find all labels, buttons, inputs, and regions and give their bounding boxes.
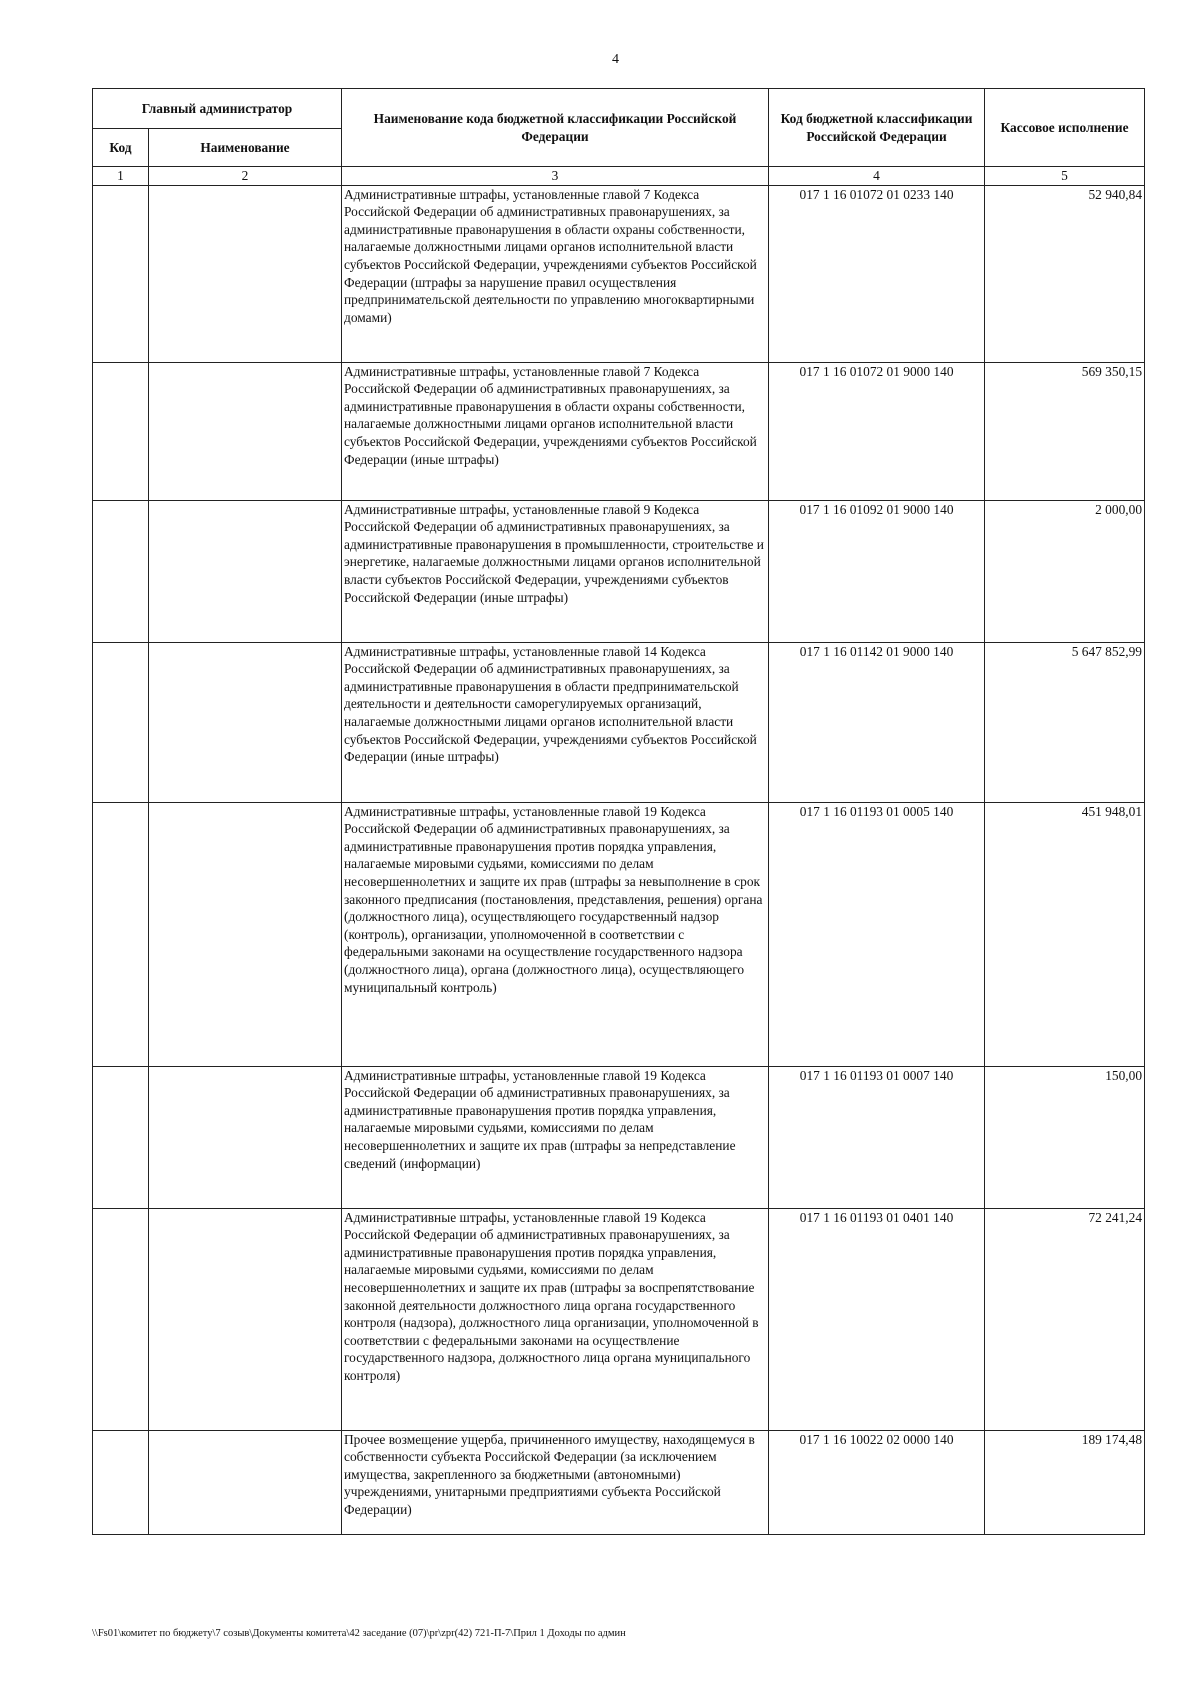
admin-name-cell — [149, 185, 342, 362]
column-number: 5 — [985, 167, 1145, 186]
kbk-code-cell: 017 1 16 01092 01 9000 140 — [769, 500, 985, 642]
table-row — [93, 642, 1145, 802]
amount-cell: 451 948,01 — [985, 802, 1145, 1066]
kbk-name-cell: Административные штрафы, установленные главой 7 Кодекса Российской Федерации об административных правонарушениях, за административные правонарушения в области охраны собственности, налагаемые должностными лицами органов исполнительной власти субъектов Российской Федерации, учреждениями субъектов Российской Федерации (иные штрафы) — [342, 362, 769, 500]
amount-cell: 52 940,84 — [985, 185, 1145, 362]
admin-code-cell — [93, 1066, 149, 1208]
kbk-name-cell: Административные штрафы, установленные главой 7 Кодекса Российской Федерации об административных правонарушениях, за административные правонарушения в области охраны собственности, налагаемые должностными лицами органов исполнительной власти субъектов Российской Федерации, учреждениями субъектов Российской Федерации (штрафы за нарушение правил осуществления предпринимательской деятельности по управлению многоквартирными домами) — [342, 185, 769, 362]
admin-name-cell — [149, 1066, 342, 1208]
kbk-name-cell: Административные штрафы, установленные главой 14 Кодекса Российской Федерации об административных правонарушениях, за административные правонарушения в области предпринимательской деятельности и деятельности саморегулируемых организаций, налагаемые должностными лицами органов исполнительной власти субъектов Российской Федерации, учреждениями субъектов Российской Федерации (иные штрафы) — [342, 642, 769, 802]
revenue-table — [92, 88, 1145, 1535]
table-row — [93, 500, 1145, 642]
table-row — [93, 362, 1145, 500]
column-number: 3 — [342, 167, 769, 186]
kbk-code-cell: 017 1 16 01142 01 9000 140 — [769, 642, 985, 802]
kbk-name-cell: Административные штрафы, установленные главой 19 Кодекса Российской Федерации об административных правонарушениях, за административные правонарушения против порядка управления, налагаемые мировыми судьями, комиссиями по делам несовершеннолетних и защите их прав (штрафы за непредставление сведений (информации) — [342, 1066, 769, 1208]
amount-cell: 72 241,24 — [985, 1208, 1145, 1430]
chief-admin-header: Главный администратор — [93, 89, 342, 129]
kbk-name-cell: Административные штрафы, установленные главой 19 Кодекса Российской Федерации об административных правонарушениях, за административные правонарушения против порядка управления, налагаемые мировыми судьями, комиссиями по делам несовершеннолетних и защите их прав (штрафы за невыполнение в срок законного предписания (постановления, представления, решения) органа (должностного лица), осуществляющего государственный надзор (контроль), организации, уполномоченной в соответствии с федеральными законами на осуществление государственного надзора (должностного лица), органа (должностного лица), осуществляющего муниципальный контроль) — [342, 802, 769, 1066]
page-number: 4 — [612, 52, 619, 67]
admin-code-cell — [93, 362, 149, 500]
table-row — [93, 185, 1145, 362]
kbk-code-cell: 017 1 16 01072 01 9000 140 — [769, 362, 985, 500]
kbk-name-header: Наименование кода бюджетной классификации Российской Федерации — [342, 89, 769, 167]
kbk-name-cell: Прочее возмещение ущерба, причиненного имуществу, находящемуся в собственности субъекта Российской Федерации (за исключением имущества, закрепленного за бюджетными (автономными) учреждениями, унитарными предприятиями субъекта Российской Федерации) — [342, 1430, 769, 1534]
column-number-row — [93, 167, 1145, 186]
admin-code-cell — [93, 642, 149, 802]
admin-name-cell — [149, 1208, 342, 1430]
admin-code-cell — [93, 1208, 149, 1430]
table-row — [93, 1430, 1145, 1534]
column-number: 4 — [769, 167, 985, 186]
amount-cell: 569 350,15 — [985, 362, 1145, 500]
amount-cell: 189 174,48 — [985, 1430, 1145, 1534]
admin-name-cell — [149, 1430, 342, 1534]
footer-file-path: \\Fs01\комитет по бюджету\7 созыв\Документы комитета\42 заседание (07)\pr\zpr(42) 721-П-7\Прил 1 Доходы по админ — [92, 1628, 626, 1639]
admin-code-cell — [93, 802, 149, 1066]
kbk-name-cell: Административные штрафы, установленные главой 9 Кодекса Российской Федерации об административных правонарушениях, за административные правонарушения в промышленности, строительстве и энергетике, налагаемые должностными лицами органов исполнительной власти субъектов Российской Федерации, учреждениями субъектов Российской Федерации (иные штрафы) — [342, 500, 769, 642]
admin-name-cell — [149, 802, 342, 1066]
amount-cell: 150,00 — [985, 1066, 1145, 1208]
kbk-name-cell: Административные штрафы, установленные главой 19 Кодекса Российской Федерации об административных правонарушениях, за административные правонарушения против порядка управления, налагаемые мировыми судьями, комиссиями по делам несовершеннолетних и защите их прав (штрафы за воспрепятствование законной деятельности должностного лица органа государственного контроля (надзора), должностного лица организации, уполномоченной в соответствии с федеральными законами на осуществление государственного надзора, должностного лица органа муниципального контроля) — [342, 1208, 769, 1430]
table-row — [93, 1066, 1145, 1208]
kbk-code-cell: 017 1 16 10022 02 0000 140 — [769, 1430, 985, 1534]
admin-code-cell — [93, 185, 149, 362]
admin-name-cell — [149, 642, 342, 802]
code-header: Код — [93, 129, 149, 167]
table-row — [93, 1208, 1145, 1430]
amount-cell: 5 647 852,99 — [985, 642, 1145, 802]
column-number: 2 — [149, 167, 342, 186]
admin-name-cell — [149, 500, 342, 642]
table-row — [93, 802, 1145, 1066]
kbk-code-header: Код бюджетной классификации Российской Федерации — [769, 89, 985, 167]
name-header: Наименование — [149, 129, 342, 167]
kbk-code-cell: 017 1 16 01072 01 0233 140 — [769, 185, 985, 362]
kbk-code-cell: 017 1 16 01193 01 0401 140 — [769, 1208, 985, 1430]
column-number: 1 — [93, 167, 149, 186]
admin-name-cell — [149, 362, 342, 500]
amount-cell: 2 000,00 — [985, 500, 1145, 642]
kbk-code-cell: 017 1 16 01193 01 0005 140 — [769, 802, 985, 1066]
admin-code-cell — [93, 1430, 149, 1534]
kbk-code-cell: 017 1 16 01193 01 0007 140 — [769, 1066, 985, 1208]
admin-code-cell — [93, 500, 149, 642]
execution-header: Кассовое исполнение — [985, 89, 1145, 167]
